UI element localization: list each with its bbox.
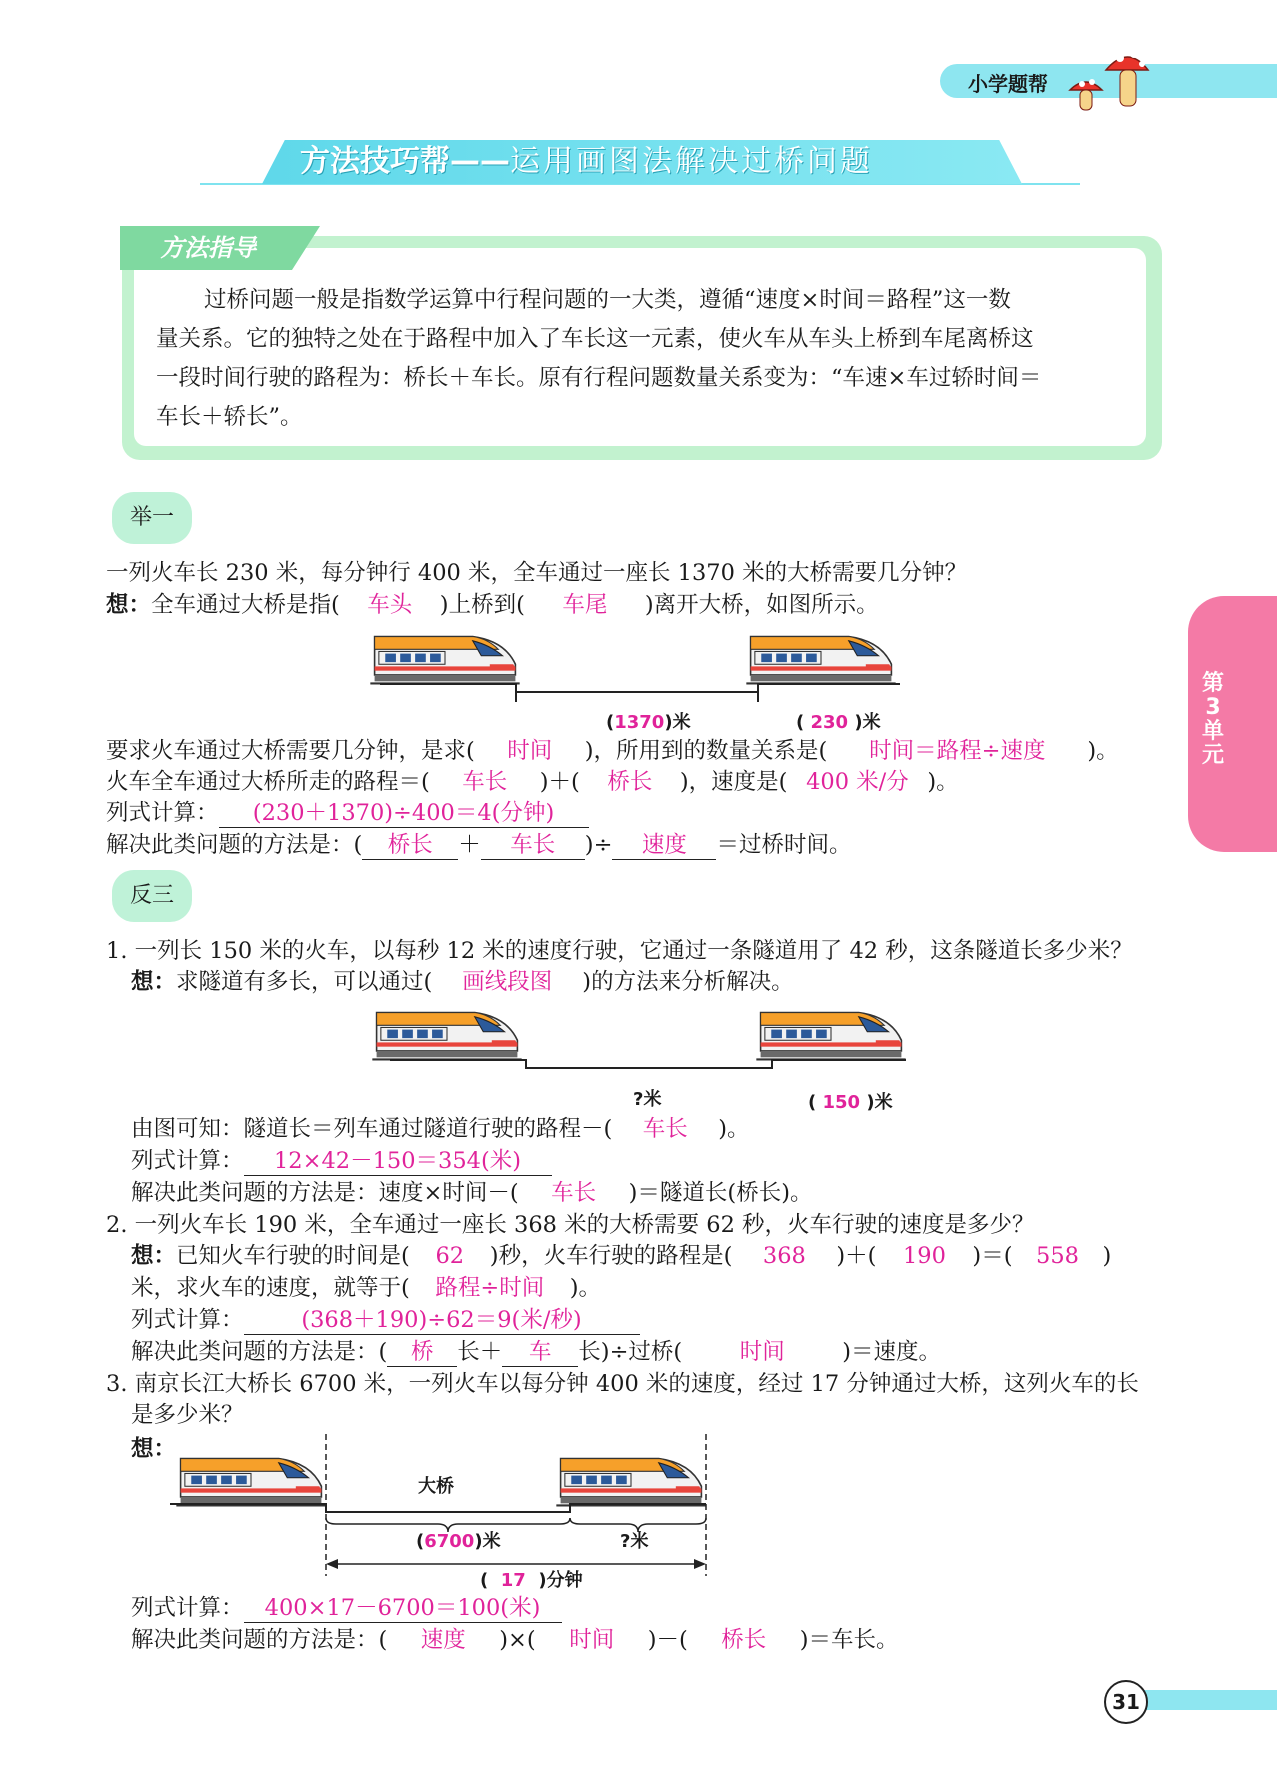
p2-line-2: 米，求火车的速度，就等于( 路程÷时间 )。 [131, 1275, 602, 1301]
p3-think-label: 想： [131, 1436, 177, 1462]
p3-train-length-label: ?米 [620, 1531, 649, 1552]
guide-line-1: 过桥问题一般是指数学运算中行程问题的一大类，遵循“速度×时间＝路程”这一数 [204, 287, 1011, 313]
train-length-label: ( 230 )米 [796, 712, 881, 733]
p3-method: 解决此类问题的方法是：( 速度 )×( 时间 )－( 桥长 )＝车长。 [131, 1627, 899, 1653]
p1-line-2: 由图可知：隧道长＝列车通过隧道行驶的路程－( 车长 )。 [131, 1116, 750, 1142]
p3-question-2: 是多少米？ [131, 1402, 244, 1428]
example-line-4: 火车全车通过大桥所走的路程＝( 车长 )＋( 桥长 )，速度是( 400 米/分 )。 [106, 769, 959, 795]
practice-tag: 反三 [112, 870, 192, 922]
page-number-bar [1136, 1690, 1277, 1710]
p1-calc: 列式计算： 12×42－150＝354(米) [131, 1145, 552, 1177]
guide-line-3: 一段时间行驶的路程为：桥长＋车长。原有行程问题数量关系变为：“车速×车过轿时间＝ [156, 365, 1042, 391]
example-question: 一列火车长 230 米，每分钟行 400 米，全车通过一座长 1370 米的大桥需要几分钟？ [106, 560, 968, 586]
p3-diagram-lines [170, 1428, 730, 1578]
p3-time-label: ( 17 )分钟 [480, 1570, 583, 1591]
example-think: 想：全车通过大桥是指( 车头 )上桥到( 车尾 )离开大桥，如图所示。 [106, 592, 879, 618]
p2-question: 2. 一列火车长 190 米，全车通过一座长 368 米的大桥需要 62 秒，火车行驶的速度是多少？ [106, 1212, 1035, 1238]
p3-bridge-length-label: (6700)米 [416, 1531, 501, 1552]
tunnel-length-label: ?米 [633, 1089, 662, 1110]
p2-calc: 列式计算： (368＋190)÷62＝9(米/秒) [131, 1304, 640, 1336]
p2-method: 解决此类问题的方法是：( 桥 长＋ 车 长)÷过桥( 时间 )＝速度。 [131, 1339, 941, 1365]
page-number: 31 [1104, 1680, 1148, 1724]
p3-calc: 列式计算： 400×17－6700＝100(米) [131, 1592, 562, 1624]
guide-line-2: 量关系。它的独特之处在于路程中加入了车长这一元素，使火车从车头上桥到车尾离桥这 [156, 326, 1034, 352]
mushroom-icon [1062, 44, 1152, 114]
p1-train-length-label: ( 150 )米 [808, 1092, 893, 1113]
example-method: 解决此类问题的方法是：( 桥长 ＋ 车长 )÷ 速度 ＝过桥时间。 [106, 832, 852, 858]
p1-think: 想：求隧道有多长，可以通过( 画线段图 )的方法来分析解决。 [131, 969, 794, 995]
bridge-length-label: (1370)米 [606, 712, 691, 733]
guide-line-4: 车长＋轿长”。 [156, 404, 303, 430]
brand-text: 小学题帮 [968, 72, 1048, 96]
p2-think: 想：已知火车行驶的时间是( 62 )秒，火车行驶的路程是( 368 )＋( 190 )＝( 558 ) [131, 1243, 1112, 1269]
page-title: 方法技巧帮——运用画图法解决过桥问题 [300, 144, 873, 179]
example-line-3: 要求火车通过大桥需要几分钟，是求( 时间 )，所用到的数量关系是( 时间＝路程÷速度 )。 [106, 738, 1119, 764]
p3-bridge-label: 大桥 [418, 1476, 454, 1497]
example-calc: 列式计算： (230＋1370)÷400＝4(分钟) [106, 797, 589, 829]
p1-method: 解决此类问题的方法是：速度×时间－( 车长 )＝隧道长(桥长)。 [131, 1180, 813, 1206]
bridge-brace [380, 680, 910, 704]
tunnel-brace [390, 1056, 920, 1080]
guide-label-text: 方法指导 [160, 234, 256, 262]
unit-tab-text: 第 3 单 元 [1201, 671, 1224, 768]
p3-question-1: 3. 南京长江大桥长 6700 米，一列火车以每分钟 400 米的速度，经过 17 分钟通过大桥，这列火车的长 [106, 1371, 1139, 1397]
example-tag: 举一 [112, 492, 192, 544]
p1-question: 1. 一列长 150 米的火车，以每秒 12 米的速度行驶，它通过一条隧道用了 42 秒，这条隧道长多少米？ [106, 938, 1133, 964]
